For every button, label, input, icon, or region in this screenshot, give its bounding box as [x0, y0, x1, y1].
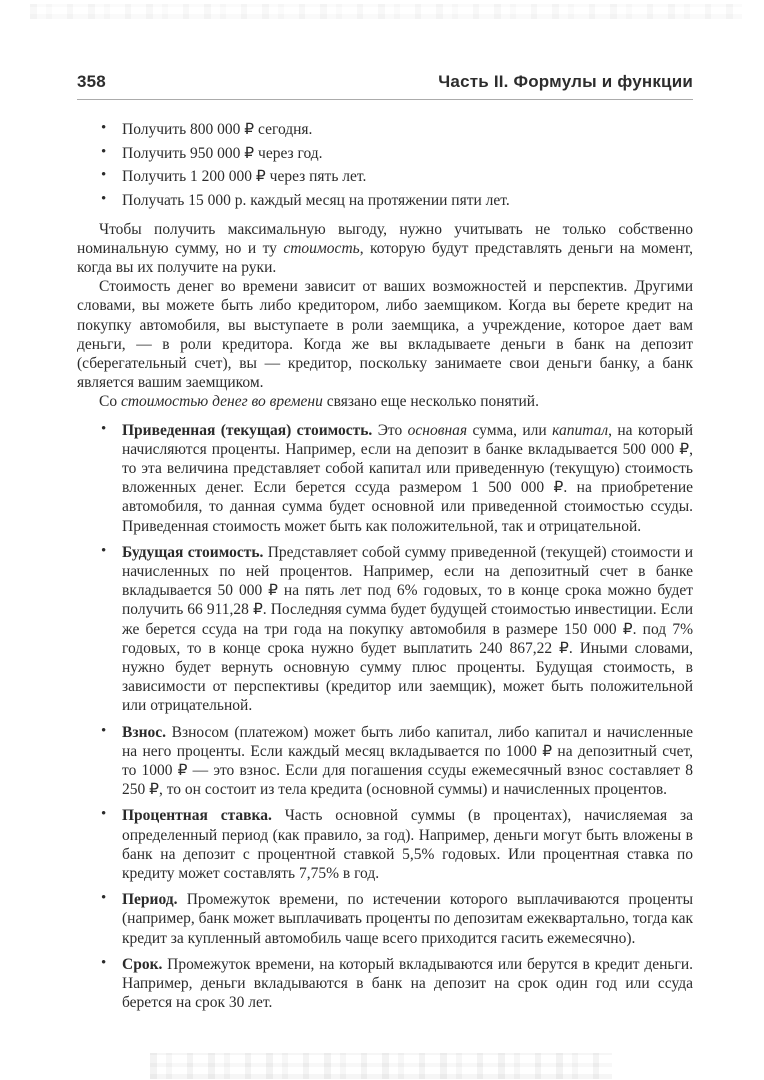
concept-item [77, 421, 693, 536]
page-header [77, 72, 693, 100]
text-run: Со [99, 393, 121, 411]
list-item [77, 144, 693, 163]
bullet-icon: • [101, 190, 107, 207]
list-item [77, 120, 693, 139]
concept-item [77, 955, 693, 1013]
concept-item [77, 806, 693, 883]
body-paragraphs [77, 220, 693, 412]
italic-text: капитал [552, 421, 609, 439]
concepts-list [77, 421, 693, 1013]
italic-text: стоимость [283, 239, 360, 257]
list-item-text: Получить 800 000 ₽ сегодня. [122, 121, 313, 138]
list-item-text: Получать 15 000 р. каждый месяц на протяжении пяти лет. [122, 191, 510, 209]
italic-text: стоимостью денег во времени [120, 393, 323, 411]
italic-text: основная [407, 421, 468, 439]
bullet-icon: • [101, 120, 107, 136]
text-run: сумма, или [467, 421, 553, 439]
bullet-icon: • [101, 420, 107, 437]
text-run: Промежуток времени, по истечении которого выплачиваются проценты (например, банк может выплачивать проценты по депозитам ежеквартально, тогда как кредит за купленный автомобиль чаще всего приходится гасить ежемесячно). [122, 891, 693, 947]
paragraph [77, 392, 693, 411]
list-item-text: Получить 950 000 ₽ через год. [122, 144, 323, 162]
bullet-icon: • [101, 890, 107, 907]
page-number: 358 [77, 72, 106, 91]
text-run: Представляет собой сумму приведенной (текущей) стоимости и начисленных по ней процентов. Например, если на депозитный счет в банке вкладывается 50 000 ₽ на пять лет под 6% годовых, то в конце срока можно будет получить 66 911,28 ₽. Последняя сумма будет будущей стоимостью инвестиции. Если же берется ссуда на три года на покупку автомобиля в размере 150 000 ₽. под 7% годовых, то в конце срока нужно будет выплатить 240 867,22 ₽. Иными словами, нужно будет вернуть основную сумму плюс проценты. Будущая стоимость, в зависимости от перспективы (кредитор или заемщик), может быть положительной или отрицательной. [122, 543, 693, 715]
concept-term: Период. [122, 891, 178, 909]
page-content [77, 72, 693, 1012]
list-item-text: Получить 1 200 000 ₽ через пять лет. [122, 168, 367, 185]
concept-term: Приведенная (текущая) стоимость. [122, 421, 373, 439]
bullet-icon: • [101, 722, 107, 739]
concept-term: Будущая стоимость. [122, 543, 264, 561]
concept-item [77, 723, 693, 800]
section-title: Часть II. Формулы и функции [438, 72, 693, 91]
concept-item [77, 890, 693, 948]
text-run: Часть основной суммы (в процентах), начисляемая за определенный период (как правило, за год). Например, деньги могут быть вложены в банк на депозит с процентной ставкой 5,5% годовых. Или процентная ставка по кредиту может составлять 7,75% в год. [122, 807, 693, 882]
concept-term: Процентная ставка. [122, 807, 272, 825]
bullet-icon: • [101, 806, 107, 823]
concept-term: Взнос. [122, 723, 167, 741]
paragraph [77, 220, 693, 278]
text-run: связано еще несколько понятий. [322, 393, 539, 411]
text-run: Чтобы получить максимальную выгоду, нужно учитывать не только собственно номинальную сумму, но и ту [77, 220, 693, 257]
text-run: , на который начисляются проценты. Например, если на депозит в банке вкладывается 500 000 ₽, то эта величина представляет собой капитал или приведенную (текущую) стоимость вложенных денег. Если берется ссуда размером 1 500 000 ₽. на приобретение автомобиля, то данная сумма будет основной или приведенной стоимостью ссуды. Приведенная стоимость может быть как положительной, так и отрицательной. [122, 421, 693, 535]
bullet-icon: • [101, 167, 107, 183]
paragraph [77, 277, 693, 392]
bullet-icon: • [101, 542, 107, 559]
concept-item [77, 543, 693, 716]
list-item [77, 191, 693, 210]
intro-list [77, 120, 693, 210]
top-scan-noise-band [30, 4, 742, 19]
text-run: Промежуток времени, на который вкладываются или берутся в кредит деньги. Например, деньги вкладываются в банк на депозит на срок один год или ссуда берется на срок 30 лет. [122, 955, 693, 1012]
text-run: Взносом (платежом) может быть либо капитал, либо капитал и начисленные на него проценты. Если каждый месяц вкладывается по 1000 ₽ на депозитный счет, то 1000 ₽ — это взнос. Если для погашения ссуды ежемесячный взнос составляет 8 250 ₽, то он состоит из тела кредита (основной суммы) и начисленных процентов. [122, 723, 693, 799]
text-run: Стоимость денег во времени зависит от ваших возможностей и перспектив. Другими словами, вы можете быть либо кредитором, либо заемщиком. Когда вы берете кредит на покупку автомобиля, вы выступаете в роли заемщика, а учреждение, которое дает вам деньги, — в роли кредитора. Когда же вы вкладываете деньги в банк на депозит (сберегательный счет), вы — кредитор, поскольку занимаете свои деньги банку, а банк является вашим заемщиком. [77, 278, 693, 392]
bullet-icon: • [101, 143, 107, 160]
list-item [77, 167, 693, 186]
text-run: , которую будут представлять деньги на момент, когда вы их получите на руки. [77, 239, 693, 276]
bullet-icon: • [101, 954, 107, 971]
bottom-scan-noise-band [150, 1053, 612, 1079]
text-run: Это [372, 421, 408, 439]
concept-term: Срок. [122, 955, 163, 973]
